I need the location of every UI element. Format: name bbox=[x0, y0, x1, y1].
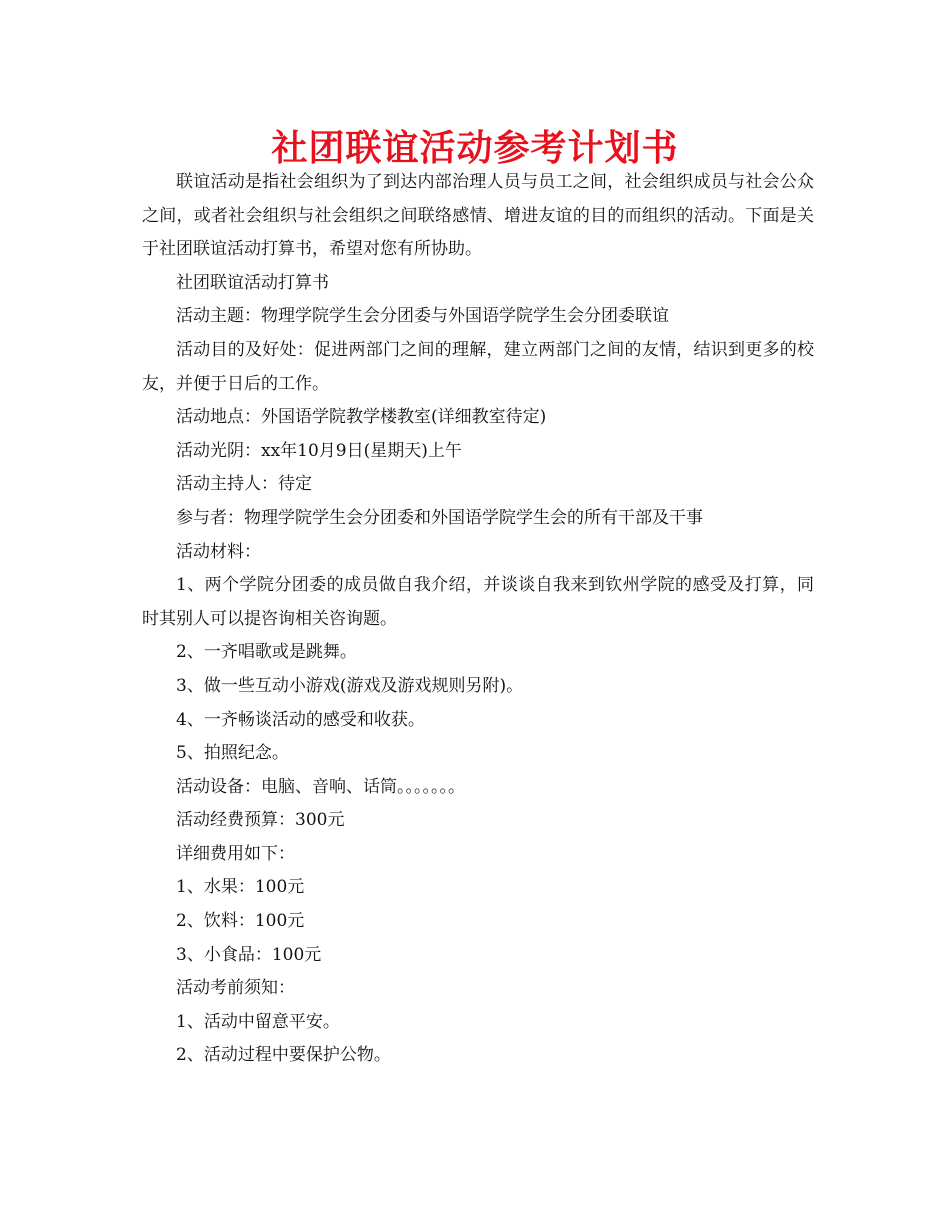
paragraph-intro: 联谊活动是指社会组织为了到达内部治理人员与员工之间，社会组织成员与社会公众之间，或者社会组织与社会组织之间联络感情、增进友谊的目的而组织的活动。下面是关于社团联谊活动打算书，希望对您有所协助。 bbox=[142, 172, 814, 260]
paragraph-materials-heading: 活动材料： bbox=[176, 541, 261, 562]
paragraph-item-1: 1、两个学院分团委的成员做自我介绍，并谈谈自我来到钦州学院的感受及打算，同时其别人可以提咨询相关咨询题。 bbox=[142, 575, 814, 629]
paragraph-item-2: 2、一齐唱歌或是跳舞。 bbox=[176, 642, 357, 663]
paragraph-item-5: 5、拍照纪念。 bbox=[176, 743, 289, 764]
paragraph-cost-snacks: 3、小食品：100元 bbox=[176, 944, 322, 965]
paragraph-item-3: 3、做一些互动小游戏(游戏及游戏规则另附)。 bbox=[176, 675, 524, 696]
paragraph-host: 活动主持人：待定 bbox=[176, 474, 312, 495]
paragraph-equipment: 活动设备：电脑、音响、话筒。。。。。。。 bbox=[176, 776, 465, 797]
paragraph-subtitle: 社团联谊活动打算书 bbox=[176, 272, 329, 293]
paragraph-notice-heading: 活动考前须知： bbox=[176, 978, 295, 999]
paragraph-cost-drinks: 2、饮料：100元 bbox=[176, 911, 305, 932]
document-body bbox=[142, 166, 814, 1073]
paragraph-participants: 参与者：物理学院学生会分团委和外国语学院学生会的所有干部及干事 bbox=[176, 507, 703, 528]
paragraph-notice-1: 1、活动中留意平安。 bbox=[176, 1011, 340, 1032]
paragraph-time: 活动光阴：xx年10月9日(星期天)上午 bbox=[176, 440, 462, 461]
paragraph-theme: 活动主题：物理学院学生会分团委与外国语学院学生会分团委联谊 bbox=[176, 306, 669, 327]
paragraph-cost-heading: 详细费用如下： bbox=[176, 843, 295, 864]
paragraph-item-4: 4、一齐畅谈活动的感受和收获。 bbox=[176, 709, 425, 730]
paragraph-cost-fruit: 1、水果：100元 bbox=[176, 877, 305, 898]
paragraph-location: 活动地点：外国语学院教学楼教室(详细教室待定) bbox=[176, 407, 547, 428]
paragraph-notice-2: 2、活动过程中要保护公物。 bbox=[176, 1045, 391, 1066]
paragraph-purpose: 活动目的及好处：促进两部门之间的理解，建立两部门之间的友情，结识到更多的校友，并便于日后的工作。 bbox=[142, 339, 814, 394]
paragraph-budget: 活动经费预算：300元 bbox=[176, 810, 345, 831]
document-title: 社团联谊活动参考计划书 bbox=[271, 127, 679, 169]
